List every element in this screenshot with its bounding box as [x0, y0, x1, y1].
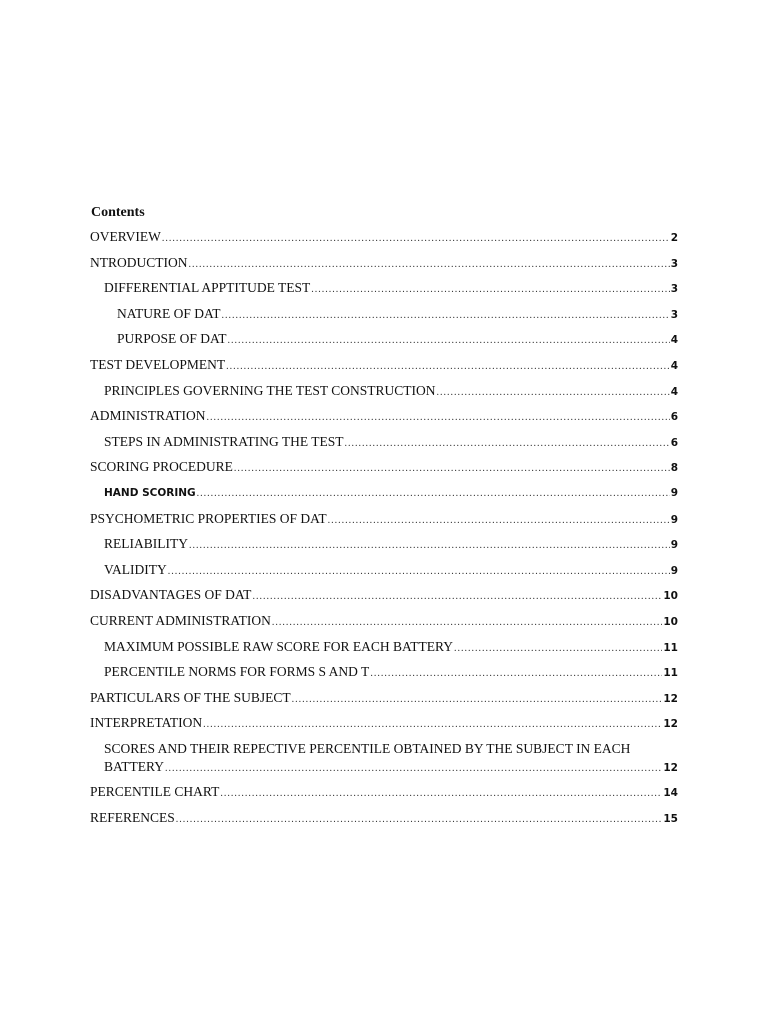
- toc-entry-label: NTRODUCTION: [90, 254, 188, 270]
- toc-entry-label: PURPOSE OF DAT: [117, 331, 227, 347]
- toc-entry-references[interactable]: [90, 809, 678, 827]
- toc-entry-label: OVERVIEW: [90, 229, 161, 244]
- toc-entry-label: PRINCIPLES GOVERNING THE TEST CONSTRUCTION: [104, 382, 436, 398]
- toc-entry-principles-governing[interactable]: [90, 382, 678, 400]
- toc-entry-nature-of-dat[interactable]: [90, 305, 678, 323]
- toc-entry-psychometric-properties[interactable]: [90, 510, 678, 528]
- table-of-contents: [90, 228, 678, 835]
- toc-page-number: 2: [670, 232, 678, 244]
- toc-entry-label: MAXIMUM POSSIBLE RAW SCORE FOR EACH BATTERY: [104, 638, 453, 654]
- dot-leader: [345, 435, 670, 453]
- toc-page-number: 3: [670, 308, 678, 321]
- dot-leader: [176, 811, 663, 829]
- toc-entry-label: PARTICULARS OF THE SUBJECT: [90, 689, 291, 705]
- toc-page-number: 14: [663, 787, 678, 800]
- toc-page-number: 8: [670, 462, 678, 475]
- dot-leader: [292, 691, 663, 709]
- dot-leader: [189, 537, 670, 555]
- toc-entry-label: DIFFERENTIAL APPTITUDE TEST: [104, 280, 311, 296]
- toc-entry-validity[interactable]: [90, 561, 678, 579]
- toc-page-number: 4: [670, 334, 678, 347]
- dot-leader: [162, 230, 670, 248]
- toc-entry-label: DISADVANTAGES OF DAT: [90, 587, 252, 603]
- dot-leader: [311, 281, 669, 299]
- dot-leader: [370, 665, 662, 683]
- toc-entry-differential-aptitude-test[interactable]: [90, 279, 678, 297]
- toc-entry-test-development[interactable]: [90, 356, 678, 374]
- dot-leader: [197, 485, 670, 503]
- toc-page-number: 4: [670, 359, 678, 372]
- toc-page-number: 3: [670, 257, 678, 270]
- toc-entry-maximum-possible-raw-score[interactable]: [90, 638, 678, 656]
- toc-page-number: 15: [663, 813, 678, 826]
- toc-entry-label: CURRENT ADMINISTRATION: [90, 612, 271, 628]
- toc-page-number: 4: [670, 385, 678, 398]
- toc-entry-label: RELIABILITY: [104, 536, 188, 552]
- toc-entry-administration[interactable]: [90, 407, 678, 425]
- toc-entry-reliability[interactable]: [90, 535, 678, 553]
- toc-entry-overview[interactable]: [90, 228, 678, 246]
- dot-leader: [203, 716, 662, 734]
- dot-leader: [437, 384, 670, 402]
- dot-leader: [252, 588, 662, 606]
- toc-page-number: 9: [670, 513, 678, 526]
- toc-entry-label: NATURE OF DAT: [117, 305, 221, 321]
- dot-leader: [165, 760, 662, 778]
- toc-page-number: 11: [663, 667, 678, 680]
- toc-entry-disadvantages-of-dat[interactable]: [90, 586, 678, 604]
- toc-page-number: 6: [670, 411, 678, 424]
- toc-entry-label: ADMINISTRATION: [90, 408, 206, 424]
- toc-entry-label: SCORING PROCEDURE: [90, 459, 233, 475]
- toc-page-number: 11: [663, 641, 678, 654]
- dot-leader: [454, 640, 662, 658]
- toc-page-number: 10: [663, 590, 678, 603]
- toc-page-number: 12: [663, 692, 678, 705]
- toc-entry-introduction[interactable]: [90, 254, 678, 272]
- dot-leader: [222, 307, 670, 325]
- dot-leader: [272, 614, 662, 632]
- toc-entry-label: TEST DEVELOPMENT: [90, 356, 226, 372]
- dot-leader: [220, 785, 662, 803]
- toc-entry-label: HAND SCORING: [104, 486, 196, 499]
- toc-page-number: 12: [663, 718, 678, 731]
- dot-leader: [207, 409, 670, 427]
- toc-entry-label: STEPS IN ADMINISTRATING THE TEST: [104, 433, 344, 449]
- toc-page-number: 12: [663, 761, 678, 774]
- dot-leader: [168, 563, 670, 581]
- toc-entry-label: PERCENTILE CHART: [90, 784, 220, 800]
- toc-entry-particulars-of-subject[interactable]: [90, 689, 678, 707]
- toc-entry-label: REFERENCES: [90, 810, 175, 826]
- toc-page-number: 9: [670, 486, 678, 499]
- dot-leader: [228, 332, 670, 350]
- toc-page-number: 3: [670, 283, 678, 296]
- toc-page-number: 10: [663, 615, 678, 628]
- toc-entry-label-line1: SCORES AND THEIR REPECTIVE PERCENTILE OBTAINED BY THE SUBJECT IN EACH: [104, 740, 631, 756]
- dot-leader: [234, 460, 670, 478]
- toc-entry-line2: [104, 758, 678, 776]
- toc-entry-current-administration[interactable]: [90, 612, 678, 630]
- dot-leader: [226, 358, 670, 376]
- dot-leader: [328, 512, 670, 530]
- toc-entry-label: INTERPRETATION: [90, 715, 203, 731]
- toc-entry-scores-and-percentile[interactable]: [90, 740, 678, 776]
- toc-entry-percentile-chart[interactable]: [90, 783, 678, 801]
- toc-entry-percentile-norms[interactable]: [90, 663, 678, 681]
- toc-entry-scoring-procedure[interactable]: [90, 458, 678, 476]
- toc-entry-interpretation[interactable]: [90, 714, 678, 732]
- toc-page-number: 9: [670, 564, 678, 577]
- toc-entry-label: PERCENTILE NORMS FOR FORMS S AND T: [104, 664, 370, 680]
- toc-entry-purpose-of-dat[interactable]: [90, 330, 678, 348]
- toc-entry-label: PSYCHOMETRIC PROPERTIES OF DAT: [90, 510, 327, 526]
- toc-page-number: 6: [670, 436, 678, 449]
- toc-entry-steps-in-administrating[interactable]: [90, 433, 678, 451]
- toc-entry-hand-scoring[interactable]: [90, 484, 678, 502]
- toc-page-number: 9: [670, 539, 678, 552]
- toc-heading: Contents: [91, 205, 145, 220]
- toc-entry-label: VALIDITY: [104, 561, 167, 577]
- dot-leader: [189, 256, 670, 274]
- toc-entry-label-line2: BATTERY: [104, 758, 165, 774]
